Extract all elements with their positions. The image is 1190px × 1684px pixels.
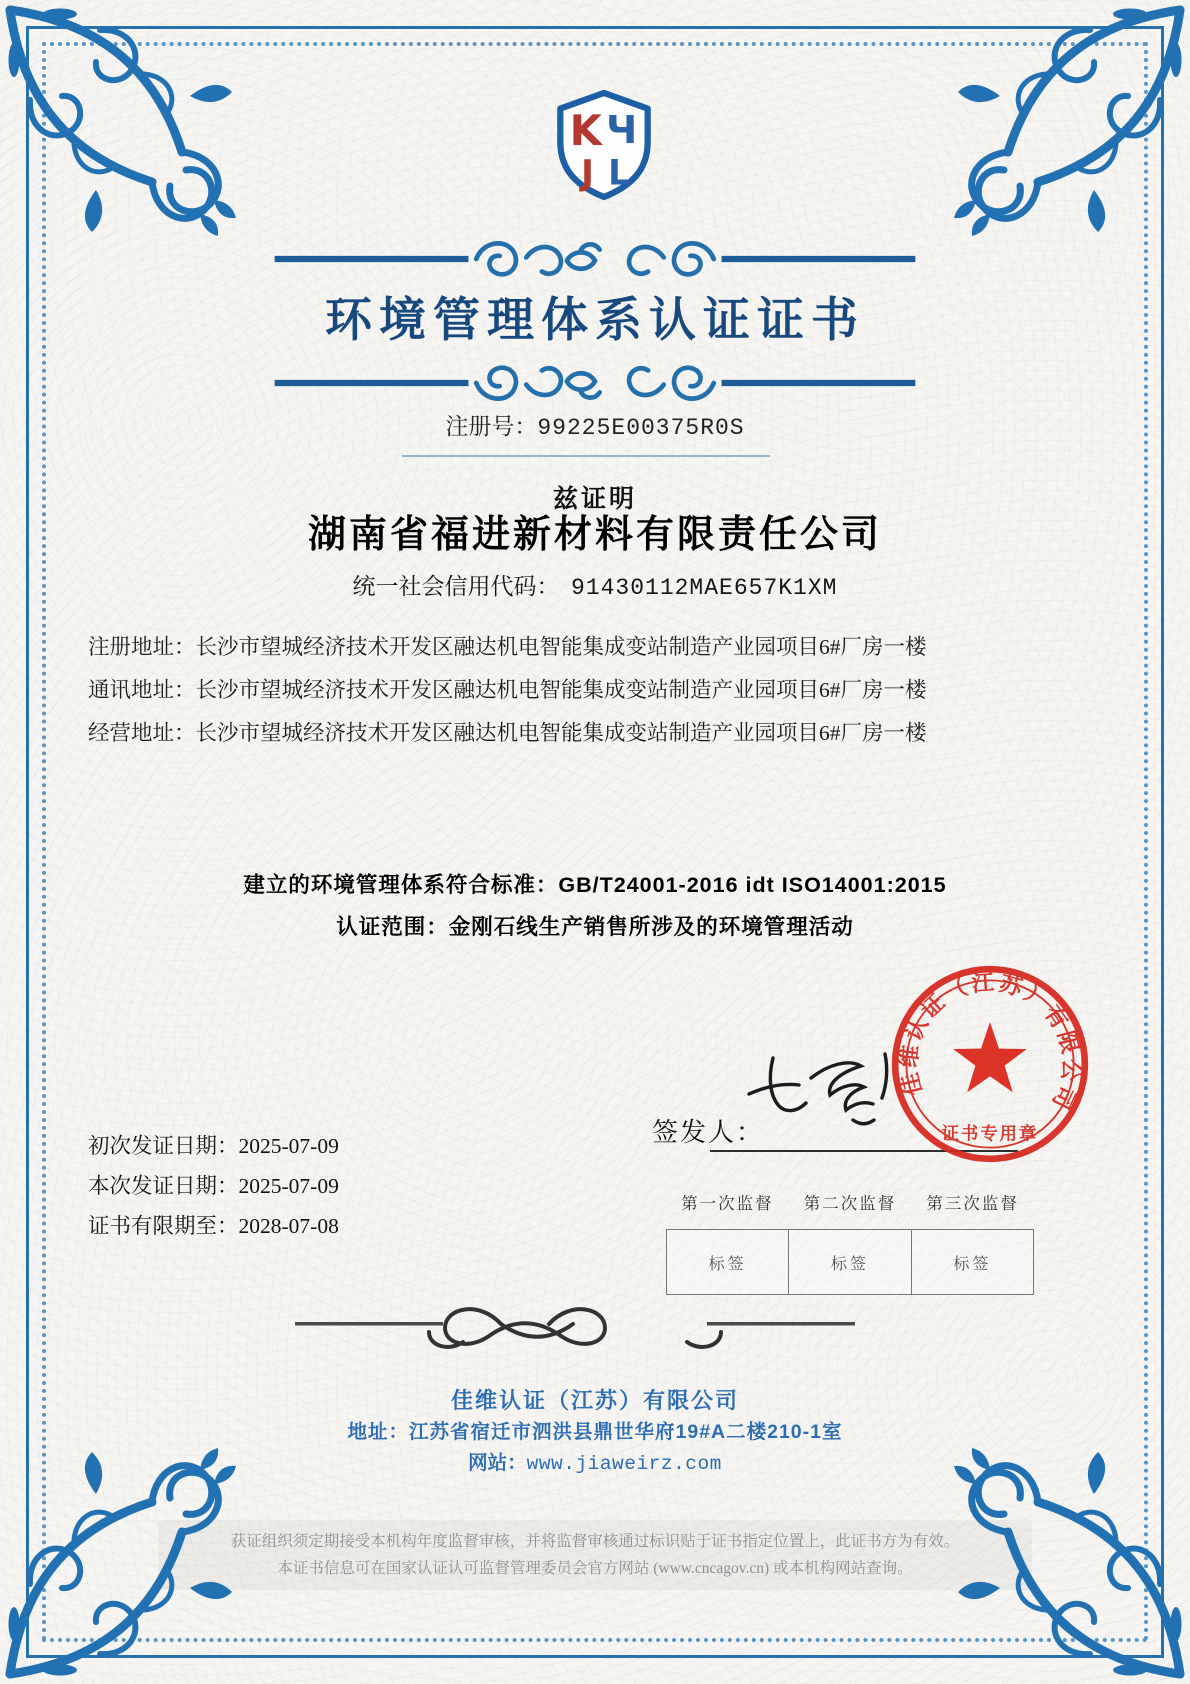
corner-ornament-top-right-icon [934,4,1186,256]
footer-company-name: 佳维认证（江苏）有限公司 [450,1388,739,1413]
bottom-flourish-icon [295,1292,855,1356]
supervision-header-3: 第三次监督 [926,1194,1019,1213]
address-label: 经营地址： [88,721,196,745]
date-label: 本次发证日期： [88,1174,239,1198]
date-value: 2025-07-09 [238,1174,339,1198]
logo-letter-k: K [569,105,602,155]
logo-letter-l: L [608,153,631,194]
corner-ornament-bottom-left-icon [4,1428,256,1680]
standard-line: 建立的环境管理体系符合标准：GB/T24001-2016 idt ISO14001:2015 [243,873,947,897]
registration-underline [402,455,770,457]
disclaimer-line-1: 获证组织须定期接受本机构年度监督审核，并将监督审核通过标识贴于证书指定位置上，此证书方为有效。 [230,1533,960,1550]
registration-label: 注册号： [445,414,538,439]
date-value: 2028-07-08 [238,1214,339,1238]
footer-address: 地址：江苏省宿迁市泗洪县鼎世华府19#A二楼210-1室 [347,1421,843,1443]
registered-address-line [88,626,1110,669]
seal-ring-text: 佳维认证（江苏）有限公司 [895,969,1085,1116]
ky-shield-logo-icon [552,88,656,204]
corner-ornament-bottom-right-icon [934,1428,1186,1680]
expiry-date-line [88,1206,339,1246]
website-label: 网站： [468,1452,527,1474]
registration-number: 99225E00375R0S [537,415,745,441]
supervision-table [666,1229,1034,1295]
seal-bottom-text: 证书专用章 [941,1124,1039,1144]
business-address-line [88,712,1110,755]
credit-code-line [0,568,1190,601]
logo-letter-y: Ч [606,107,638,153]
certify-heading: 兹证明 [552,486,637,513]
first-issue-date-line [88,1126,339,1166]
company-seal-stamp-icon [888,962,1092,1166]
company-name: 湖南省福进新材料有限责任公司 [307,514,882,556]
supervision-cell-1: 标签 [708,1255,747,1273]
credit-code-value: 91430112MAE657K1XM [571,575,838,601]
issuer-label: 签发人： [652,1118,765,1147]
supervision-headers [666,1190,1034,1214]
mailing-address-line [88,669,1110,712]
disclaimer-line-2: 本证书信息可在国家认证认可监督管理委员会官方网站 (www.cncagov.cn) 或本机构网站查询。 [277,1560,913,1577]
supervision-header-1: 第一次监督 [681,1194,774,1213]
disclaimer-block [158,1520,1032,1590]
logo-letter-j: J [581,153,594,194]
supervision-header-2: 第二次监督 [803,1194,897,1213]
current-issue-date-line [88,1166,339,1206]
supervision-section [666,1190,1034,1295]
address-label: 通讯地址： [88,678,196,702]
seal-star-icon [953,1022,1027,1092]
address-value: 长沙市望城经济技术开发区融达机电智能集成变站制造产业园项目6#厂房一楼 [195,678,927,702]
date-label: 初次发证日期： [88,1134,239,1158]
title-divider-bottom-icon [198,358,992,408]
supervision-cell-2: 标签 [788,1230,910,1294]
address-value: 长沙市望城经济技术开发区融达机电智能集成变站制造产业园项目6#厂房一楼 [195,721,927,745]
address-block [88,626,1110,755]
credit-code-label: 统一社会信用代码： [352,574,560,599]
title-divider-top-icon [198,234,992,284]
date-label: 证书有限期至： [88,1214,239,1238]
corner-ornament-top-left-icon [4,4,256,256]
address-label: 注册地址： [88,635,196,659]
certificate-title: 环境管理体系认证证书 [325,293,865,346]
date-value: 2025-07-09 [238,1134,339,1158]
dates-block [88,1126,339,1246]
address-value: 长沙市望城经济技术开发区融达机电智能集成变站制造产业园项目6#厂房一楼 [195,635,927,659]
scope-line: 认证范围：金刚石线生产销售所涉及的环境管理活动 [336,915,854,939]
website-url: www.jiaweirz.com [526,1453,722,1475]
registration-line [0,408,1190,441]
supervision-cell-3: 标签 [911,1230,1033,1294]
